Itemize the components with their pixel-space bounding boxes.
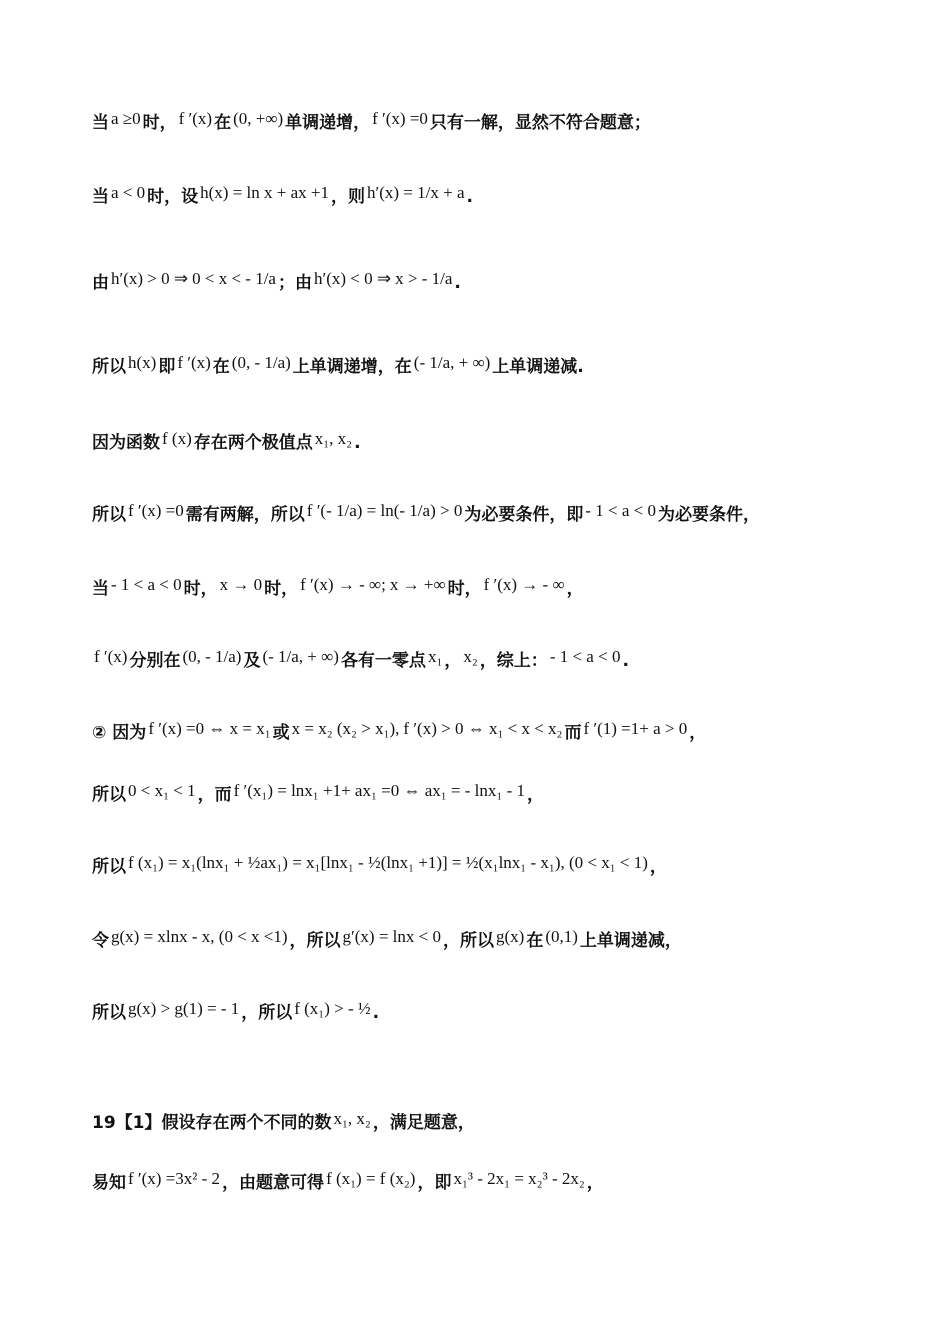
math-expression: f ′(x) <box>94 647 128 666</box>
body-text: ， <box>586 1173 604 1193</box>
math-expression: g(x) = xlnx - x, (0 < x <1) <box>111 927 288 946</box>
text-line <box>92 353 892 378</box>
text-line <box>92 719 892 744</box>
math-expression: h(x) <box>128 353 157 372</box>
math-expression: f ′(x) <box>177 353 211 372</box>
text-line <box>92 1169 892 1194</box>
math-expression: (- 1/a, + ∞) <box>262 647 339 666</box>
text-line <box>92 853 892 878</box>
math-expression: (0, - 1/a) <box>231 353 291 372</box>
math-expression: x → +∞ <box>389 575 446 594</box>
body-text: ② 因为 <box>92 723 147 743</box>
math-expression: a ≥0 <box>111 109 141 128</box>
math-expression: (0, +∞) <box>233 109 284 128</box>
body-text: 时， <box>142 113 177 133</box>
math-expression: (0,1) <box>545 927 578 946</box>
body-text: 上单调递减. <box>492 357 584 377</box>
body-text: ，所以 <box>289 931 341 951</box>
math-expression: f (x₁) = f (x₂) <box>326 1169 416 1188</box>
math-expression: f (x₁) > - ½ <box>294 999 371 1018</box>
body-text: 时，设 <box>147 187 199 207</box>
math-expression: x → 0 <box>219 575 263 594</box>
body-text: 只有一解，显然不符合题意； <box>429 113 651 133</box>
text-line <box>92 109 892 134</box>
body-text: 令 <box>92 931 109 951</box>
body-text: . <box>466 187 473 207</box>
math-expression: x₁, x₂ <box>333 1109 371 1128</box>
math-expression: f ′(x) =0 ⇔ x = x₁ <box>148 719 271 738</box>
math-expression: f ′(x) =3x² - 2 <box>128 1169 221 1188</box>
text-line <box>92 781 892 806</box>
math-expression: x₁, x₂ <box>314 429 353 448</box>
body-text: 19【1】假设存在两个不同的数 <box>92 1113 332 1133</box>
math-expression: g(x) > g(1) = - 1 <box>128 999 240 1018</box>
body-text: 或 <box>272 723 290 743</box>
body-text: 当 <box>92 187 109 207</box>
body-text: ，综上： <box>479 651 548 671</box>
math-expression: h′(x) = 1/x + a <box>367 183 465 202</box>
body-text: ；由 <box>277 273 312 293</box>
body-text: 而 <box>564 723 582 743</box>
math-expression: f ′(x₁) = lnx₁ +1+ ax₁ =0 ⇔ ax₁ = - lnx₁ - 1 <box>233 781 525 800</box>
body-text: 为必要条件， <box>657 505 760 525</box>
body-text: 需有两解，所以 <box>185 505 305 525</box>
math-expression: f ′(1) =1+ a > 0 <box>583 719 688 738</box>
body-text: 时， <box>264 579 299 599</box>
body-text: ，满足题意， <box>372 1113 475 1133</box>
math-expression: f (x) <box>162 429 192 448</box>
math-expression: f ′(x) > 0 ⇔ x₁ < x < x₂ <box>403 719 563 738</box>
math-expression: - 1 < a < 0 <box>111 575 182 594</box>
body-text: ，即 <box>417 1173 452 1193</box>
math-expression: f ′(- 1/a) = ln(- 1/a) > 0 <box>306 501 463 520</box>
body-text: ，所以 <box>241 1003 293 1023</box>
text-line <box>92 269 892 294</box>
body-text: 由 <box>92 273 109 293</box>
body-text: ， <box>566 579 584 599</box>
math-expression: h′(x) > 0 ⇒ <box>111 269 189 288</box>
math-expression: x > - 1/a <box>395 269 453 288</box>
math-expression: (0, - 1/a) <box>182 647 242 666</box>
body-text: 单调递增， <box>285 113 371 133</box>
math-expression: 0 < x₁ < 1 <box>128 781 196 800</box>
body-text: 即 <box>158 357 176 377</box>
math-expression: g(x) <box>496 927 525 946</box>
body-text: ， <box>444 651 462 671</box>
body-text: 存在两个极值点 <box>193 433 313 453</box>
body-text: 所以 <box>92 357 126 377</box>
body-text: 时， <box>447 579 482 599</box>
body-text: . <box>354 433 361 453</box>
text-line <box>92 501 892 526</box>
math-expression: - 1 < a < 0 <box>549 647 621 666</box>
math-expression: x₁³ - 2x₁ = x₂³ - 2x₂ <box>453 1169 585 1188</box>
math-expression: f ′(x) =0 <box>372 109 428 128</box>
math-expression: f ′(x) =0 <box>128 501 184 520</box>
body-text: . <box>454 273 461 293</box>
text-line <box>92 575 892 600</box>
math-expression: f ′(x) <box>178 109 213 128</box>
math-expression: h(x) = ln x + ax +1 <box>200 183 329 202</box>
body-text: 所以 <box>92 505 126 525</box>
body-text: 上单调递增，在 <box>292 357 412 377</box>
math-expression: (- 1/a, + ∞) <box>413 353 491 372</box>
body-text: 因为函数 <box>92 433 160 453</box>
math-expression: f ′(x) → - ∞; <box>300 575 386 594</box>
body-text: 上单调递减， <box>579 931 682 951</box>
text-line <box>92 999 892 1024</box>
body-text: 所以 <box>92 1003 126 1023</box>
text-line <box>92 647 892 672</box>
body-text: ，所以 <box>443 931 494 951</box>
math-expression: x = x₂ (x₂ > x₁), <box>291 719 400 738</box>
body-text: ， <box>689 723 707 743</box>
body-text: . <box>372 1003 380 1023</box>
body-text: 所以 <box>92 785 126 805</box>
text-line <box>92 1109 892 1134</box>
body-text: 在 <box>212 357 230 377</box>
math-expression: x₁ <box>427 647 443 666</box>
body-text: 易知 <box>92 1173 126 1193</box>
body-text: ，而 <box>197 785 232 805</box>
math-expression: g′(x) = lnx < 0 <box>342 927 441 946</box>
math-expression: - 1 < a < 0 <box>585 501 656 520</box>
text-line <box>92 927 892 952</box>
math-expression: f ′(x) → - ∞ <box>483 575 565 594</box>
body-text: ，则 <box>331 187 365 207</box>
body-text: 各有一零点 <box>340 651 426 671</box>
body-text: 当 <box>92 113 109 133</box>
body-text: ， <box>527 785 544 805</box>
body-text: 分别在 <box>129 651 181 671</box>
body-text: 及 <box>243 651 261 671</box>
math-expression: x₂ <box>463 647 478 666</box>
body-text: . <box>622 651 629 671</box>
text-line <box>92 183 892 208</box>
body-text: ，由题意可得 <box>222 1173 325 1193</box>
math-expression: 0 < x < - 1/a <box>192 269 276 288</box>
body-text: 当 <box>92 579 109 599</box>
body-text: 在 <box>214 113 232 133</box>
body-text: 所以 <box>92 857 126 877</box>
math-expression: a < 0 <box>111 183 146 202</box>
body-text: 在 <box>526 931 544 951</box>
body-text: ， <box>649 857 667 877</box>
math-expression: f (x₁) = x₁(lnx₁ + ½ax₁) = x₁[lnx₁ - ½(lnx₁ +1)] = ½(x₁lnx₁ - x₁), (0 < x₁ < 1) <box>128 853 648 872</box>
body-text: 为必要条件，即 <box>464 505 584 525</box>
body-text: 时， <box>183 579 218 599</box>
math-expression: h′(x) < 0 ⇒ <box>313 269 392 288</box>
text-line <box>92 429 892 454</box>
